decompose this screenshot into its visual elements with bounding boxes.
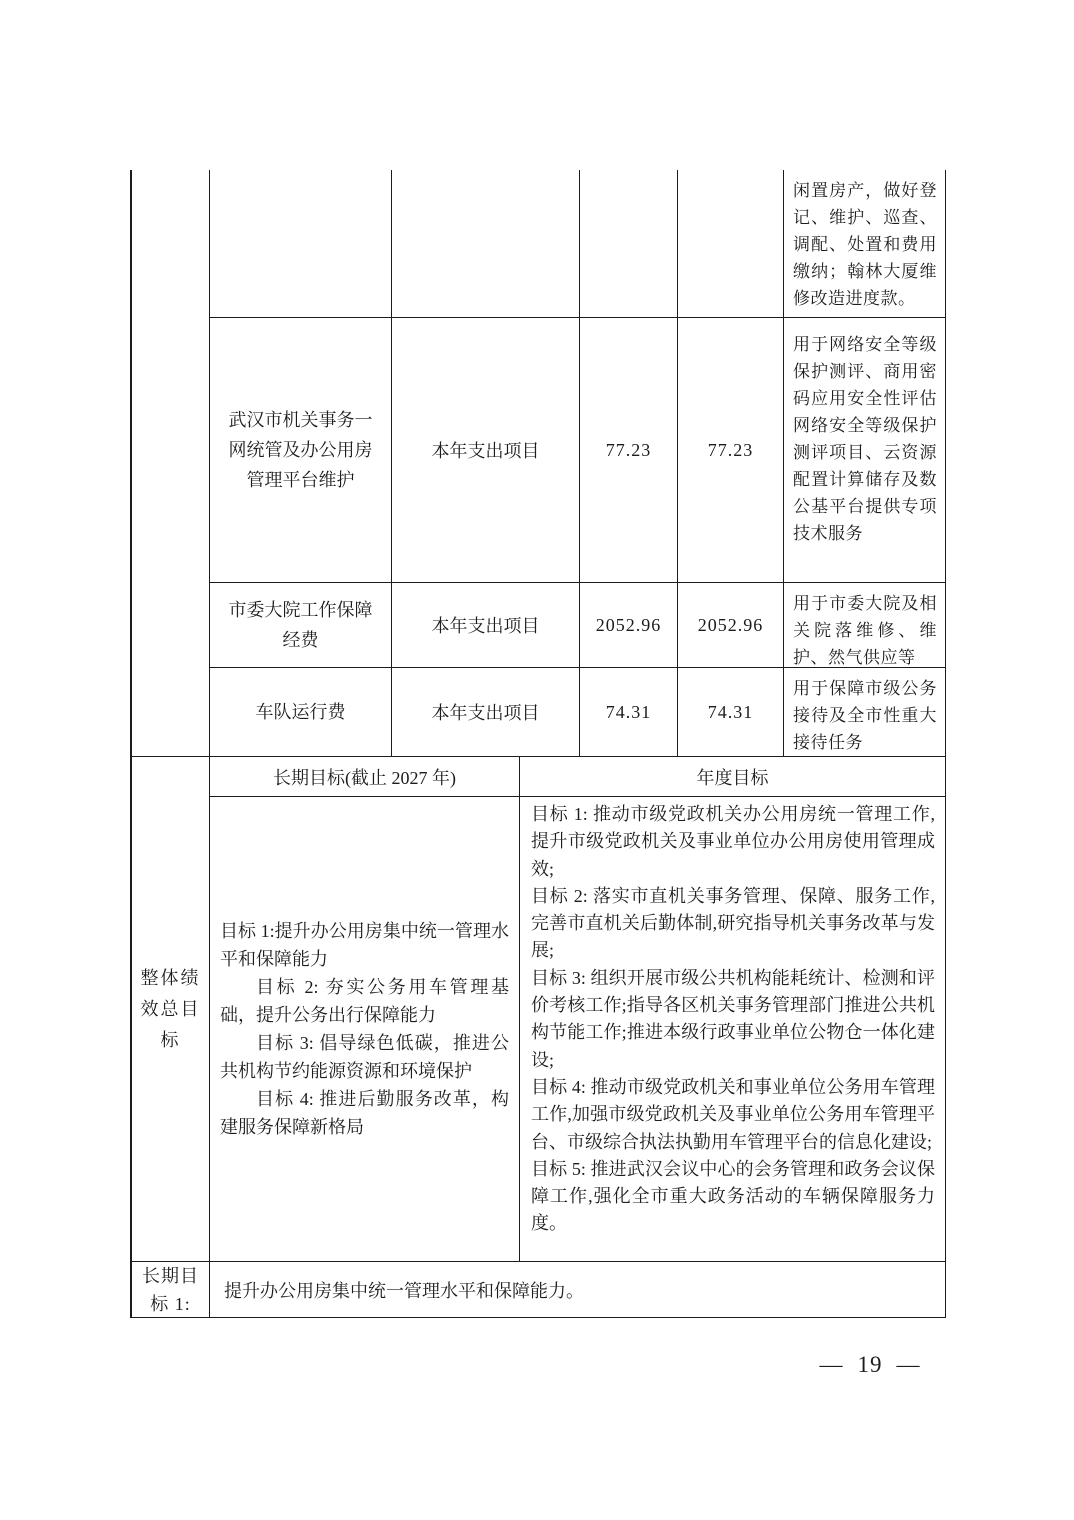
project-description-cell: 用于网络安全等级保护测评、商用密码应用安全性评估网络安全等级保护测评项目、云资源配置计算储存及数公基平台提供专项技术服务 [784,318,946,583]
expenditure-table [132,170,946,757]
project-type-cell: 本年支出项目 [392,583,580,668]
total-amount-cell: 77.23 [678,318,784,583]
overall-goal-row-label [132,757,210,1262]
long-term-goal-item: 目标 1:提升办公用房集中统一管理水平和保障能力 [220,921,509,969]
long-term-goals-cell [210,797,520,1262]
page-number-right-dash: — [896,1352,921,1377]
project-type-cell: 本年支出项目 [392,318,580,583]
annual-goal-item: 目标 5: 推进武汉会议中心的会务管理和政务会议保障工作,强化全市重大政务活动的车辆保障服务力度。 [531,1158,935,1234]
overall-goal-label-text: 整体绩效总目标 [140,967,201,1050]
left-merged-spacer-cell [132,170,210,757]
project-name-cell: 车队运行费 [210,668,392,757]
budget-performance-table [130,170,946,1318]
total-amount-cell: 74.31 [678,668,784,757]
annual-amount-cell: 77.23 [580,318,678,583]
performance-goals-table [132,757,946,1318]
annual-amount-cell [580,170,678,318]
annual-amount-cell: 2052.96 [580,583,678,668]
project-name-cell [210,170,392,318]
annual-goal-item: 目标 3: 组织开展市级公共机构能耗统计、检测和评价考核工作;指导各区机关事务管理部门推进公共机构节能工作;推进本级行政事业单位公物仓一体化建设; [531,967,935,1070]
annual-goal-item: 目标 1: 推动市级党政机关办公用房统一管理工作,提升市级党政机关及事业单位办公用房使用管理成效; [531,804,935,879]
long-term-goal-1-label-cell [132,1262,210,1318]
page-number [800,1352,940,1378]
long-term-goal-1-label: 长期目标 1: [142,1265,199,1314]
page-number-left-dash: — [819,1352,844,1377]
project-type-cell [392,170,580,318]
project-description-cell: 闲置房产，做好登记、维护、巡查、调配、处置和费用缴纳；翰林大厦维修改造进度款。 [784,170,946,318]
long-term-goal-1-content-cell: 提升办公用房集中统一管理水平和保障能力。 [210,1262,946,1318]
project-description-cell: 用于市委大院及相关院落维修、维护、然气供应等 [784,583,946,668]
annual-goals-cell [520,797,946,1262]
project-name-cell: 市委大院工作保障经费 [210,583,392,668]
long-term-goal-item: 目标 3: 倡导绿色低碳，推进公共机构节约能源资源和环境保护 [220,1033,509,1081]
project-name-cell: 武汉市机关事务一网统管及办公用房管理平台维护 [210,318,392,583]
annual-goal-item: 目标 4: 推动市级党政机关和事业单位公务用车管理工作,加强市级党政机关及事业单位公务用车管理平台、市级综合执法执勤用车管理平台的信息化建设; [531,1076,935,1152]
long-term-goal-header: 长期目标(截止 2027 年) [210,757,520,797]
annual-goal-item: 目标 2: 落实市直机关事务管理、保障、服务工作,完善市直机关后勤体制,研究指导机关事务改革与发展; [531,885,935,961]
total-amount-cell [678,170,784,318]
annual-goal-header: 年度目标 [520,757,946,797]
project-description-cell: 用于保障市级公务接待及全市性重大接待任务 [784,668,946,757]
annual-amount-cell: 74.31 [580,668,678,757]
project-type-cell: 本年支出项目 [392,668,580,757]
long-term-goal-item: 目标 2: 夯实公务用车管理基础，提升公务出行保障能力 [220,977,509,1025]
total-amount-cell: 2052.96 [678,583,784,668]
page-number-value: 19 [857,1352,883,1377]
long-term-goal-item: 目标 4: 推进后勤服务改革，构建服务保障新格局 [220,1089,509,1137]
